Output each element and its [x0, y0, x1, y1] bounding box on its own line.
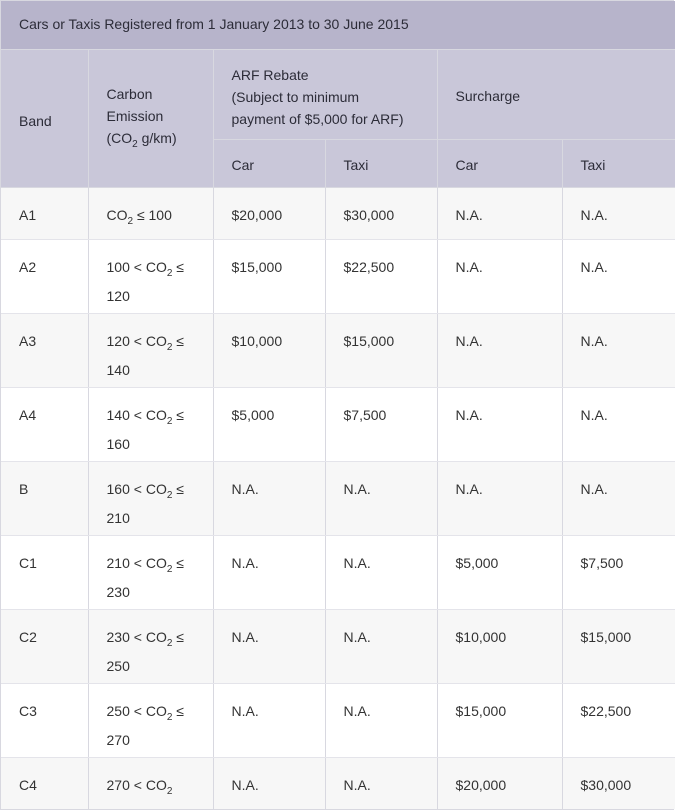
cell-carbon-emission: $270 < CO_2$: [88, 757, 213, 809]
cell-surcharge-car: N.A.: [437, 387, 562, 461]
header-band: Band: [1, 49, 88, 187]
header-surcharge-car: Car: [437, 139, 562, 187]
table-row: [1, 387, 675, 461]
cell-band: B: [1, 461, 88, 535]
header-carbon-unit: ($CO_2$ g/km): [106, 129, 177, 150]
cell-arf-car: N.A.: [213, 609, 325, 683]
cell-surcharge-taxi: N.A.: [562, 313, 675, 387]
cell-carbon-emission: $120 < CO_2 \le 140$: [88, 313, 213, 387]
cell-surcharge-taxi: $7,500: [562, 535, 675, 609]
cell-band: C4: [1, 757, 88, 809]
table-row: [1, 683, 675, 757]
cell-band: A2: [1, 239, 88, 313]
cell-arf-car: N.A.: [213, 535, 325, 609]
cell-carbon-emission: $100 < CO_2 \le 120$: [88, 239, 213, 313]
cell-surcharge-car: $10,000: [437, 609, 562, 683]
cell-carbon-emission: $160 < CO_2 \le 210$: [88, 461, 213, 535]
cell-arf-car: $15,000: [213, 239, 325, 313]
cell-arf-car: $20,000: [213, 187, 325, 239]
header-arf-line1: ARF Rebate: [231, 66, 309, 83]
cell-surcharge-taxi: N.A.: [562, 187, 675, 239]
cell-surcharge-taxi: N.A.: [562, 461, 675, 535]
cell-arf-taxi: $30,000: [325, 187, 437, 239]
cell-surcharge-car: N.A.: [437, 461, 562, 535]
cell-carbon-emission: $210 < CO_2 \le 230$: [88, 535, 213, 609]
cell-band: C1: [1, 535, 88, 609]
table-row: [1, 313, 675, 387]
table-row: [1, 757, 675, 809]
cell-surcharge-car: $20,000: [437, 757, 562, 809]
cell-arf-car: N.A.: [213, 683, 325, 757]
cell-arf-car: N.A.: [213, 757, 325, 809]
table-row: [1, 187, 675, 239]
cell-carbon-emission: $CO_2 \le 100$: [88, 187, 213, 239]
cell-band: A3: [1, 313, 88, 387]
header-carbon-emission: [88, 49, 213, 187]
cell-surcharge-car: $15,000: [437, 683, 562, 757]
cell-band: C2: [1, 609, 88, 683]
table-row: [1, 239, 675, 313]
cell-surcharge-car: $5,000: [437, 535, 562, 609]
table-title: Cars or Taxis Registered from 1 January 2013 to 30 June 2015: [1, 1, 675, 49]
table-row: [1, 535, 675, 609]
cell-surcharge-taxi: N.A.: [562, 239, 675, 313]
cell-band: A4: [1, 387, 88, 461]
cell-arf-car: $10,000: [213, 313, 325, 387]
cell-band: A1: [1, 187, 88, 239]
cell-carbon-emission: $250 < CO_2 \le 270$: [88, 683, 213, 757]
cell-surcharge-taxi: N.A.: [562, 387, 675, 461]
cell-arf-car: $5,000: [213, 387, 325, 461]
cell-surcharge-taxi: $30,000: [562, 757, 675, 809]
vehicle-emission-scheme-table: [1, 1, 675, 809]
table-row: [1, 461, 675, 535]
cell-surcharge-taxi: $22,500: [562, 683, 675, 757]
header-carbon-line2: Emission: [106, 107, 164, 124]
header-arf-line3: payment of $5,000 for ARF): [231, 110, 404, 127]
cell-surcharge-taxi: $15,000: [562, 609, 675, 683]
header-surcharge-taxi: Taxi: [562, 139, 675, 187]
cell-arf-taxi: N.A.: [325, 609, 437, 683]
cell-surcharge-car: N.A.: [437, 187, 562, 239]
cell-arf-taxi: N.A.: [325, 461, 437, 535]
header-arf-car: Car: [213, 139, 325, 187]
cell-arf-taxi: $22,500: [325, 239, 437, 313]
table-row: [1, 609, 675, 683]
cell-band: C3: [1, 683, 88, 757]
cell-arf-taxi: N.A.: [325, 757, 437, 809]
cell-carbon-emission: $140 < CO_2 \le 160$: [88, 387, 213, 461]
header-arf-line2: (Subject to minimum: [231, 88, 360, 105]
cell-arf-taxi: N.A.: [325, 535, 437, 609]
header-surcharge: Surcharge: [437, 49, 675, 139]
cell-arf-taxi: N.A.: [325, 683, 437, 757]
header-arf-rebate: [213, 49, 437, 139]
header-arf-taxi: Taxi: [325, 139, 437, 187]
cell-arf-taxi: $7,500: [325, 387, 437, 461]
cell-arf-car: N.A.: [213, 461, 325, 535]
cell-surcharge-car: N.A.: [437, 239, 562, 313]
cell-surcharge-car: N.A.: [437, 313, 562, 387]
cell-arf-taxi: $15,000: [325, 313, 437, 387]
header-carbon-line1: Carbon: [106, 85, 153, 102]
cell-carbon-emission: $230 < CO_2 \le 250$: [88, 609, 213, 683]
